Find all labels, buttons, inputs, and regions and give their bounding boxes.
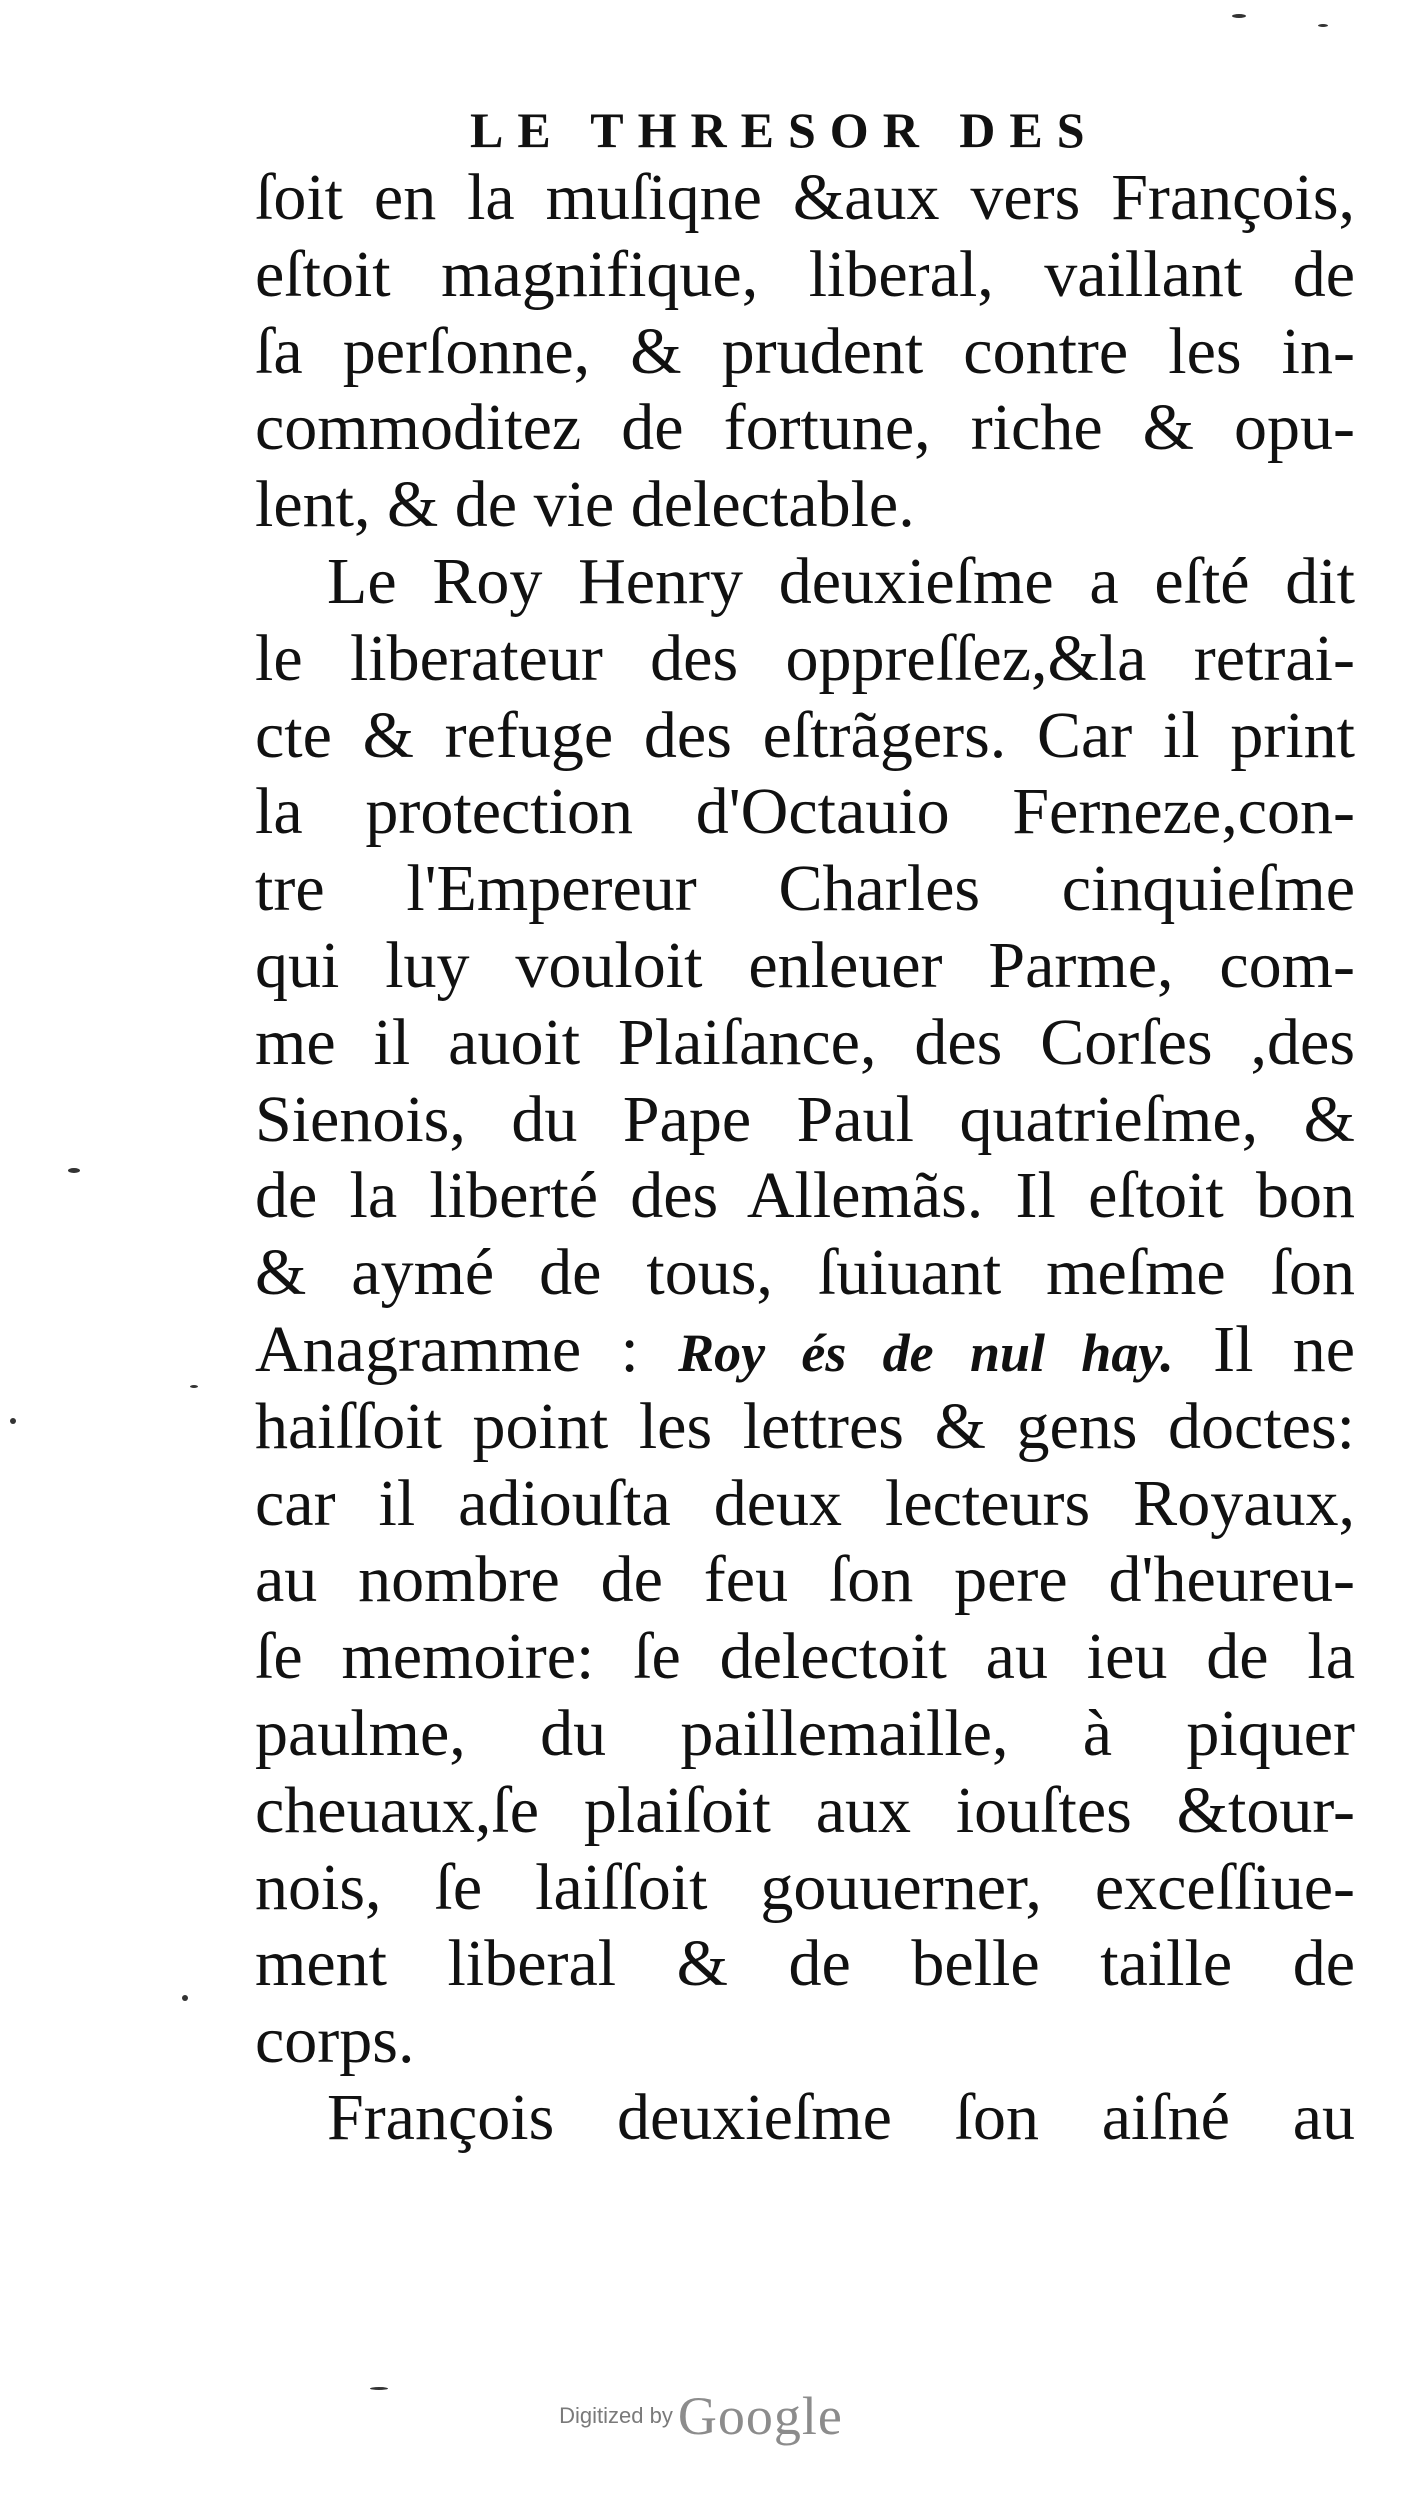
text-line: au nombre de feu ſon pere d'heureu- bbox=[255, 1543, 1355, 1617]
scan-speck bbox=[1318, 24, 1328, 27]
scan-speck bbox=[182, 1995, 188, 2001]
text-line: commoditez de fortune, riche & opu- bbox=[255, 391, 1355, 465]
body-text bbox=[255, 160, 1355, 2157]
text-line: haiſſoit point les lettres & gens doctes: bbox=[255, 1389, 1355, 1463]
text-line: eſtoit magnifique, liberal, vaillant de bbox=[255, 237, 1355, 311]
text-line: me il auoit Plaiſance, des Corſes ,des bbox=[255, 1005, 1355, 1079]
anagram-tail: Il ne bbox=[1213, 1312, 1355, 1386]
text-line: & aymé de tous, ſuiuant meſme ſon bbox=[255, 1236, 1355, 1310]
text-line: ment liberal & de belle taille de bbox=[255, 1927, 1355, 2001]
digitized-label: Digitized by bbox=[559, 2403, 673, 2428]
text-line: Le Roy Henry deuxieſme a eſté dit bbox=[327, 544, 1355, 618]
anagram-label: Anagramme : bbox=[255, 1312, 639, 1386]
text-line: ſe memoire: ſe delectoit au ieu de la bbox=[255, 1620, 1355, 1694]
text-line: tre l'Empereur Charles cinquieſme bbox=[255, 852, 1355, 926]
text-line: car il adiouſta deux lecteurs Royaux, bbox=[255, 1466, 1355, 1540]
digitization-watermark bbox=[0, 2385, 1402, 2447]
anagram-line bbox=[255, 1312, 1355, 1389]
text-line: paulme, du paillemaille, à piquer bbox=[255, 1696, 1355, 1770]
text-line: ſoit en la muſiqne &aux vers François, bbox=[255, 161, 1355, 234]
text-line: ſa perſonne, & prudent contre les in- bbox=[255, 314, 1355, 388]
scan-speck bbox=[10, 1418, 16, 1424]
text-line: corps. bbox=[255, 2004, 415, 2078]
text-line: la protection d'Octauio Ferneze,con- bbox=[255, 775, 1355, 849]
text-line: qui luy vouloit enleuer Parme, com- bbox=[255, 928, 1355, 1002]
text-line: lent, & de vie delectable. bbox=[255, 468, 915, 542]
scan-speck bbox=[68, 1168, 80, 1173]
scan-speck bbox=[1232, 14, 1246, 18]
anagram-text: Roy és de nul hay. bbox=[678, 1322, 1174, 1383]
text-line: François deuxieſme ſon aiſné au bbox=[327, 2080, 1355, 2154]
scan-speck bbox=[190, 1385, 198, 1388]
text-line: Sienois, du Pape Paul quatrieſme, & bbox=[255, 1082, 1355, 1156]
text-line: le liberateur des oppreſſez,&la retrai- bbox=[255, 621, 1355, 695]
text-line: nois, ſe laiſſoit gouuerner, exceſſiue- bbox=[255, 1850, 1355, 1924]
google-logo: Google bbox=[677, 2386, 843, 2446]
text-line: cheuaux,ſe plaiſoit aux iouſtes &tour- bbox=[255, 1773, 1355, 1847]
running-head: LE THRESOR DES bbox=[470, 102, 1099, 158]
text-line: cte & refuge des eſtrãgers. Car il print bbox=[255, 698, 1355, 772]
text-line: de la liberté des Allemãs. Il eſtoit bon bbox=[255, 1159, 1355, 1233]
